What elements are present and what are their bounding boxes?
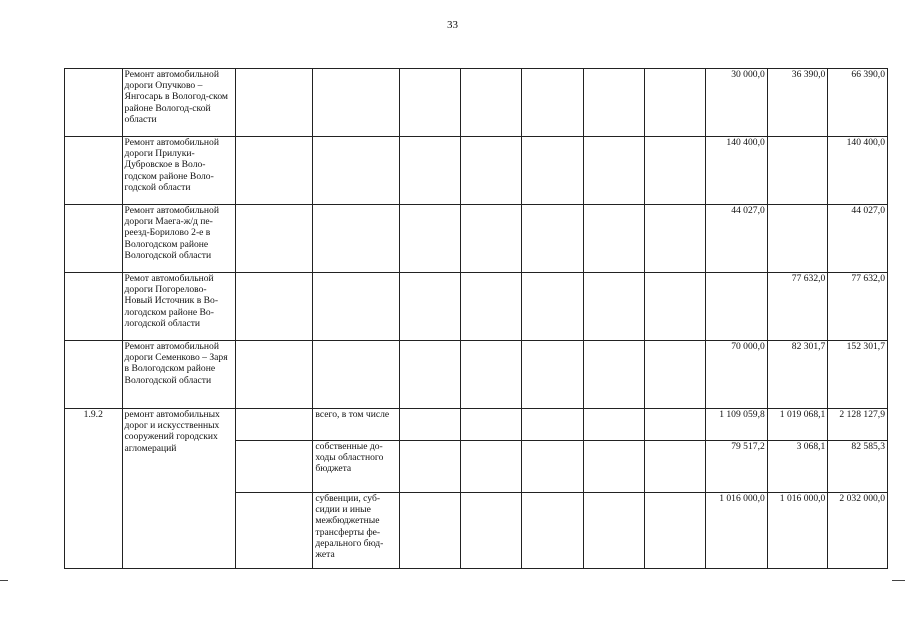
row-source [313, 137, 400, 205]
group-code: 1.9.2 [65, 409, 123, 569]
scan-mark [892, 580, 905, 581]
subrow-total: 82 585,3 [828, 441, 888, 493]
row-code [65, 137, 123, 205]
budget-table [64, 68, 888, 569]
row-value-2 [767, 137, 828, 205]
row-total: 77 632,0 [828, 273, 888, 341]
subrow-value-2: 1 019 068,1 [767, 409, 828, 441]
subrow-total: 2 128 127,9 [828, 409, 888, 441]
row-code [65, 341, 123, 409]
row-code [65, 205, 123, 273]
row-code [65, 69, 123, 137]
row-source [313, 273, 400, 341]
row-source [313, 341, 400, 409]
table-row [65, 341, 888, 409]
row-total: 66 390,0 [828, 69, 888, 137]
row-value-1: 44 027,0 [706, 205, 768, 273]
row-value-2 [767, 205, 828, 273]
scan-mark [0, 580, 8, 581]
group-name: ремонт автомобильных дорог и искусственных сооружений городских агломераций [122, 409, 235, 569]
subrow-source: всего, в том числе [313, 409, 400, 441]
subrow-value-2: 1 016 000,0 [767, 493, 828, 569]
row-source [313, 205, 400, 273]
row-name: Ремот автомобильной дороги Погорелово-Новый Источник в Во-логодском районе Во-логодской области [122, 273, 235, 341]
table-row [65, 409, 888, 441]
row-value-2: 82 301,7 [767, 341, 828, 409]
row-total: 44 027,0 [828, 205, 888, 273]
row-source [313, 69, 400, 137]
row-value-1: 30 000,0 [706, 69, 768, 137]
row-name: Ремонт автомобильной дороги Семенково – Заря в Вологодском районе Вологодской области [122, 341, 235, 409]
subrow-value-1: 1 109 059,8 [706, 409, 768, 441]
row-value-1 [706, 273, 768, 341]
row-name: Ремонт автомобильной дороги Опучково – Янгосарь в Вологод-ском районе Вологод-ской области [122, 69, 235, 137]
subrow-total: 2 032 000,0 [828, 493, 888, 569]
row-code [65, 273, 123, 341]
subrow-value-2: 3 068,1 [767, 441, 828, 493]
table-row [65, 273, 888, 341]
subrow-value-1: 1 016 000,0 [706, 493, 768, 569]
table-row [65, 69, 888, 137]
row-value-1: 70 000,0 [706, 341, 768, 409]
subrow-value-1: 79 517,2 [706, 441, 768, 493]
table-row [65, 137, 888, 205]
row-total: 140 400,0 [828, 137, 888, 205]
row-name: Ремонт автомобильной дороги Маега-ж/д пе-реезд-Борилово 2-е в Вологодском районе Вологодской области [122, 205, 235, 273]
table-row [65, 205, 888, 273]
row-name: Ремонт автомобильной дороги Прилуки-Дубровское в Воло-годском районе Воло-годской области [122, 137, 235, 205]
row-value-2: 36 390,0 [767, 69, 828, 137]
page-number: 33 [447, 19, 458, 31]
row-value-1: 140 400,0 [706, 137, 768, 205]
subrow-source: субвенции, суб-сидии и иные межбюджетные трансферты фе-дерального бюд-жета [313, 493, 400, 569]
row-value-2: 77 632,0 [767, 273, 828, 341]
row-total: 152 301,7 [828, 341, 888, 409]
subrow-source: собственные до-ходы областного бюджета [313, 441, 400, 493]
